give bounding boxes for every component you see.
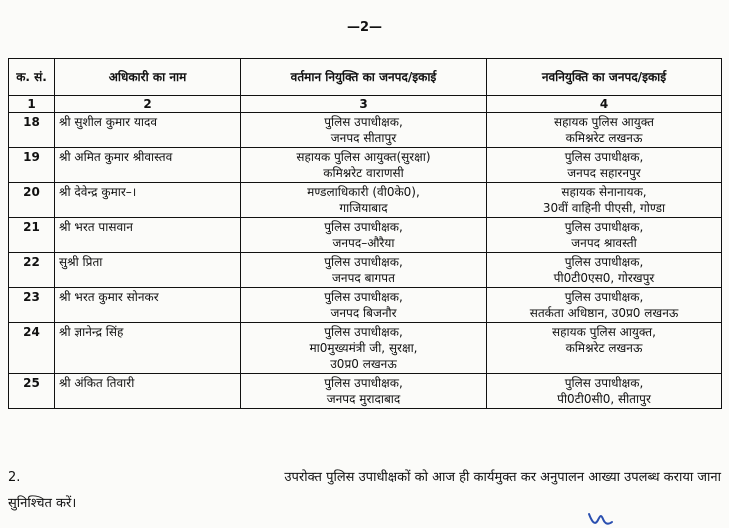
new-posting-line: सहायक पुलिस आयुक्त <box>553 115 655 129</box>
signature-mark <box>586 510 616 528</box>
new-posting-line: सहायक सेनानायक, <box>561 185 647 199</box>
serial-number: 24 <box>9 323 55 374</box>
officer-name: श्री देवेन्द्र कुमार–। <box>55 183 241 218</box>
new-posting-line: सतर्कता अधिष्ठान, उ0प्र0 लखनऊ <box>529 306 679 320</box>
current-posting-line: मा0मुख्यमंत्री जी, सुरक्षा, <box>309 341 418 355</box>
new-posting <box>487 218 722 253</box>
current-posting <box>241 288 487 323</box>
current-posting-line: पुलिस उपाधीक्षक, <box>324 220 403 234</box>
current-posting-line: पुलिस उपाधीक्षक, <box>324 115 403 129</box>
current-posting-line: गाजियाबाद <box>339 201 388 215</box>
table-row <box>9 183 722 218</box>
table-row <box>9 374 722 409</box>
table-row <box>9 148 722 183</box>
new-posting-line: पुलिस उपाधीक्षक, <box>564 290 644 304</box>
new-posting <box>487 288 722 323</box>
transfer-table <box>8 58 722 409</box>
column-number: 2 <box>55 96 241 113</box>
header-serial: क. सं. <box>9 59 55 96</box>
new-posting-line: जनपद सहारनपुर <box>567 166 641 180</box>
column-number: 4 <box>487 96 722 113</box>
column-number-row <box>9 96 722 113</box>
header-officer-name: अधिकारी का नाम <box>55 59 241 96</box>
new-posting-line: पुलिस उपाधीक्षक, <box>564 150 644 164</box>
page-number: —2— <box>346 20 383 35</box>
current-posting-line: जनपद–औरैया <box>332 236 395 250</box>
current-posting-line: कमिश्नरेट वाराणसी <box>323 166 404 180</box>
current-posting-line: जनपद सीतापुर <box>330 131 397 145</box>
new-posting-line: कमिश्नरेट लखनऊ <box>565 341 643 355</box>
header-current-posting: वर्तमान नियुक्ति का जनपद/इकाई <box>241 59 487 96</box>
officer-name: श्री ज्ञानेन्द्र सिंह <box>55 323 241 374</box>
serial-number: 18 <box>9 113 55 148</box>
serial-number: 21 <box>9 218 55 253</box>
current-posting-line: सहायक पुलिस आयुक्त(सुरक्षा) <box>296 150 431 164</box>
serial-number: 20 <box>9 183 55 218</box>
new-posting-line: कमिश्नरेट लखनऊ <box>565 131 643 145</box>
current-posting-line: जनपद बागपत <box>332 271 395 285</box>
current-posting-line: जनपद मुरादाबाद <box>326 392 401 406</box>
current-posting-line: पुलिस उपाधीक्षक, <box>324 255 403 269</box>
table-row <box>9 113 722 148</box>
header-new-posting: नवनियुक्ति का जनपद/इकाई <box>487 59 722 96</box>
current-posting <box>241 253 487 288</box>
new-posting-line: सहायक पुलिस आयुक्त, <box>552 325 656 339</box>
current-posting-line: पुलिस उपाधीक्षक, <box>324 290 403 304</box>
column-number: 3 <box>241 96 487 113</box>
officer-name: श्री सुशील कुमार यादव <box>55 113 241 148</box>
new-posting-line: पुलिस उपाधीक्षक, <box>564 220 644 234</box>
officer-name: सुश्री प्रिता <box>55 253 241 288</box>
table-row <box>9 288 722 323</box>
officer-name: श्री अंकित तिवारी <box>55 374 241 409</box>
officer-name: श्री भरत पासवान <box>55 218 241 253</box>
instruction-line-1: उपरोक्त पुलिस उपाधीक्षकों को आज ही कार्यमुक्त कर अनुपालन आख्या उपलब्ध कराया जाना <box>284 470 721 485</box>
table-row <box>9 323 722 374</box>
current-posting <box>241 183 487 218</box>
new-posting-line: पुलिस उपाधीक्षक, <box>564 255 644 269</box>
officer-name: श्री अमित कुमार श्रीवास्तव <box>55 148 241 183</box>
new-posting <box>487 374 722 409</box>
current-posting-line: पुलिस उपाधीक्षक, <box>324 376 403 390</box>
new-posting <box>487 253 722 288</box>
column-number: 1 <box>9 96 55 113</box>
new-posting-line: जनपद श्रावस्ती <box>571 236 637 250</box>
current-posting <box>241 218 487 253</box>
current-posting-line: मण्डलाधिकारी (वी0के0), <box>307 185 420 199</box>
current-posting <box>241 113 487 148</box>
new-posting <box>487 183 722 218</box>
new-posting <box>487 323 722 374</box>
current-posting-line: पुलिस उपाधीक्षक, <box>324 325 403 339</box>
current-posting <box>241 374 487 409</box>
table-row <box>9 253 722 288</box>
serial-number: 23 <box>9 288 55 323</box>
new-posting <box>487 148 722 183</box>
current-posting-line: उ0प्र0 लखनऊ <box>330 357 397 371</box>
current-posting <box>241 323 487 374</box>
current-posting-line: जनपद बिजनौर <box>330 306 397 320</box>
current-posting <box>241 148 487 183</box>
officer-name: श्री भरत कुमार सोनकर <box>55 288 241 323</box>
new-posting-line: 30वीं वाहिनी पीएसी, गोण्डा <box>542 201 666 215</box>
instruction-line-2: सुनिश्चित करें। <box>8 496 77 511</box>
new-posting-line: पुलिस उपाधीक्षक, <box>564 376 644 390</box>
table-row <box>9 218 722 253</box>
new-posting-line: पी0टी0एस0, गोरखपुर <box>553 271 655 285</box>
new-posting-line: पी0टी0सी0, सीतापुर <box>557 392 651 406</box>
serial-number: 22 <box>9 253 55 288</box>
header-row <box>9 59 722 96</box>
new-posting <box>487 113 722 148</box>
serial-number: 19 <box>9 148 55 183</box>
paragraph-number: 2. <box>8 470 21 485</box>
serial-number: 25 <box>9 374 55 409</box>
